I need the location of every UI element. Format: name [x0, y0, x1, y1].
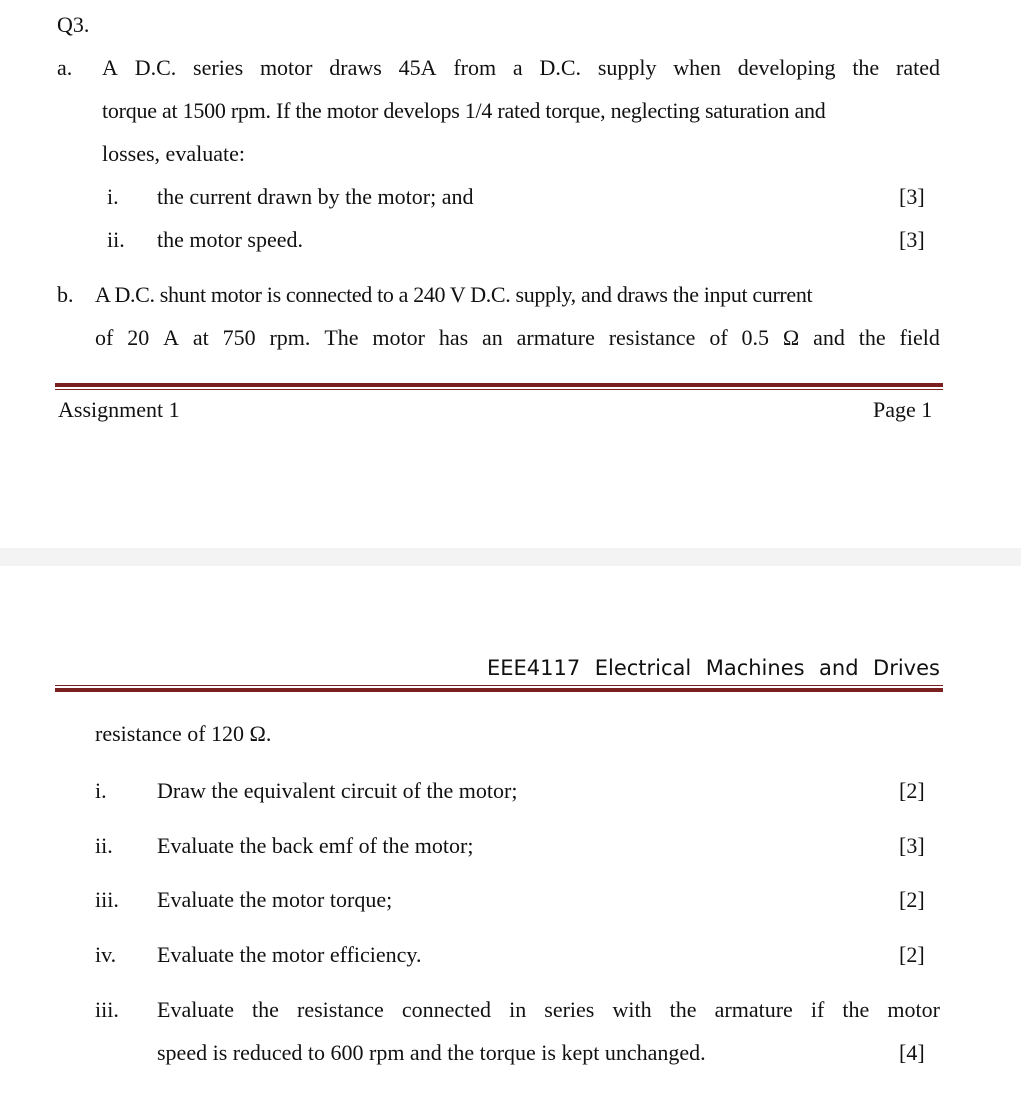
part-a-line-3: losses, evaluate: [102, 141, 245, 166]
word: motor [259, 55, 313, 80]
question-label: Q3. [57, 12, 90, 37]
part-b-line-1: A D.C. shunt motor is connected to a 240 V D.C. supply, and draws the input current [95, 282, 813, 307]
word: of [709, 325, 728, 350]
item-marks: [2] [899, 887, 925, 912]
word: motor [372, 325, 425, 350]
word: 20 [127, 325, 150, 350]
word: in [509, 997, 527, 1022]
word: supply [597, 55, 657, 80]
word: of [95, 325, 114, 350]
part-a-label: a. [57, 55, 73, 80]
word: resistance [297, 997, 384, 1022]
word: 45A [398, 55, 437, 80]
footer-assignment: Assignment 1 [58, 397, 180, 422]
word: and [819, 656, 859, 680]
item-number: i. [107, 184, 119, 209]
last-item-line-2: speed is reduced to 600 rpm and the torque is kept unchanged. [157, 1040, 706, 1065]
item-number: iii. [95, 997, 119, 1022]
word: draws [329, 55, 382, 80]
header-rule-thick [55, 688, 943, 692]
footer-page-number: Page 1 [873, 397, 933, 422]
word: resistance [608, 325, 696, 350]
word: with [612, 997, 652, 1022]
item-marks: [2] [899, 778, 925, 803]
word: if [810, 997, 825, 1022]
word: The [324, 325, 359, 350]
word: field [899, 325, 940, 350]
item-marks: [2] [899, 942, 925, 967]
footer-rule-thick [55, 383, 943, 387]
word: the [852, 55, 880, 80]
word: armature [516, 325, 595, 350]
word: series [193, 55, 244, 80]
item-text: Evaluate the motor efficiency. [157, 942, 422, 967]
word: a [512, 55, 523, 80]
word: rpm. [269, 325, 311, 350]
item-text: Draw the equivalent circuit of the motor; [157, 778, 518, 803]
word: 0.5 [741, 325, 770, 350]
word: the [842, 997, 870, 1022]
item-marks: [3] [899, 227, 925, 252]
item-marks: [3] [899, 184, 925, 209]
word: A [102, 55, 118, 80]
word: when [673, 55, 721, 80]
word: the [669, 997, 697, 1022]
continuation-text: resistance of 120 Ω. [95, 721, 272, 746]
word: the [252, 997, 279, 1022]
word: connected [401, 997, 491, 1022]
item-number: ii. [95, 833, 113, 858]
word: Ω [782, 325, 800, 350]
word: Electrical [594, 656, 692, 680]
word: D.C. [134, 55, 177, 80]
word: developing [737, 55, 836, 80]
part-b-label: b. [57, 282, 74, 307]
word: D.C. [539, 55, 582, 80]
word: series [544, 997, 595, 1022]
word: the [858, 325, 886, 350]
part-b-line-2 [95, 327, 940, 349]
page-break [0, 548, 1021, 566]
word: 750 [222, 325, 256, 350]
item-text: the current drawn by the motor; and [157, 184, 474, 209]
item-number: iv. [95, 942, 117, 967]
header-rule-thin [55, 685, 943, 686]
word: and [813, 325, 845, 350]
footer-rule-thin [55, 389, 943, 390]
last-item-line-1 [157, 999, 940, 1021]
item-number: i. [95, 778, 107, 803]
part-a-line-2: torque at 1500 rpm. If the motor develops 1/4 rated torque, neglecting saturation and [102, 98, 826, 123]
word: Drives [873, 656, 940, 680]
item-number: ii. [107, 227, 125, 252]
item-text: the motor speed. [157, 227, 304, 252]
word: an [482, 325, 503, 350]
word: from [453, 55, 497, 80]
word: Evaluate [157, 997, 234, 1022]
word: motor [887, 997, 940, 1022]
course-header [487, 658, 940, 679]
item-text: Evaluate the back emf of the motor; [157, 833, 474, 858]
word: rated [896, 55, 940, 80]
word: Machines [705, 656, 805, 680]
word: armature [714, 997, 793, 1022]
word: has [438, 325, 469, 350]
word: A [163, 325, 179, 350]
item-marks: [3] [899, 833, 925, 858]
item-marks: [4] [899, 1040, 925, 1065]
part-a-line-1 [102, 57, 940, 79]
item-text: Evaluate the motor torque; [157, 887, 393, 912]
word: at [192, 325, 209, 350]
word: EEE4117 [487, 656, 581, 680]
item-number: iii. [95, 887, 119, 912]
